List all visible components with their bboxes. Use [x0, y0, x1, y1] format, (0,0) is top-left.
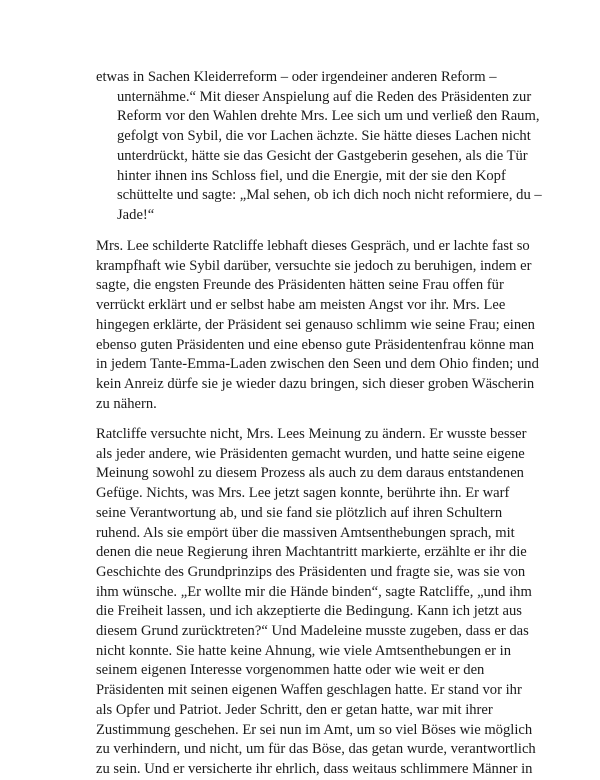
text-line: Jade!“: [117, 206, 155, 223]
text-line: die Freiheit lassen, und ich akzeptierte die Bedingung. Kann ich jetzt aus: [96, 603, 522, 620]
text-line: Meinung sowohl zu diesem Prozess als auch zu dem daraus entstandenen: [96, 465, 524, 482]
text-line: seinem eigenen Interesse vorgenommen hatte oder wie weit er den: [96, 662, 485, 679]
text-line: als jeder andere, wie Präsidenten gemacht wurden, und hatte seine eigene: [96, 445, 525, 462]
text-line: denen die neue Regierung ihren Machtantritt markierte, erzählte er ihr die: [96, 544, 527, 561]
text-line: Ratcliffe versuchte nicht, Mrs. Lees Meinung zu ändern. Er wusste besser: [96, 426, 527, 442]
paragraph-3: [96, 425, 536, 780]
text-line: gefolgt von Sybil, die vor Lachen ächzte. Sie hätte dieses Lachen nicht: [117, 128, 531, 145]
text-line: hinter ihnen ins Schloss fiel, und die Energie, mit der sie den Kopf: [117, 167, 506, 184]
text-line: nicht konnte. Sie hatte keine Ahnung, wie viele Amtsenthebungen er in: [96, 642, 512, 659]
text-line: hingegen erklärte, der Präsident sei genauso schlimm wie seine Frau; einen: [96, 316, 535, 333]
paragraph-1: [96, 68, 542, 226]
text-line: ihm wünsche. „Er wollte mir die Hände binden“, sagte Ratcliffe, „und ihm: [96, 583, 532, 600]
text-line: unterdrückt, hätte sie das Gesicht der Gastgeberin gesehen, als die Tür: [117, 147, 528, 164]
text-line: ruhend. Als sie empört über die massiven Amtsenthebungen sprach, mit: [96, 524, 515, 541]
text-line: schüttelte und sagte: „Mal sehen, ob ich dich noch nicht reformiere, du –: [117, 187, 542, 204]
text-line: diesem Grund zurücktreten?“ Und Madeleine musste zugeben, dass er das: [96, 623, 529, 640]
text-line: in jedem Tante-Emma-Laden zwischen den Seen und dem Ohio finden; und: [96, 356, 539, 373]
paragraph-2: [96, 237, 539, 414]
text-line: ebenso guten Präsidenten und eine ebenso gute Präsidentenfrau könne man: [96, 336, 535, 353]
text-line: verrückt erklärt und er selbst habe am meisten Angst vor ihr. Mrs. Lee: [96, 297, 506, 314]
text-line: zu nähern.: [96, 395, 157, 412]
text-line: Mrs. Lee schilderte Ratcliffe lebhaft dieses Gespräch, und er lachte fast so: [96, 238, 530, 254]
text-line: Präsidenten mit seinen eigenen Waffen geschlagen hatte. Er stand vor ihr: [96, 682, 522, 699]
text-line: Geschichte des Grundprinzips des Präsidenten und fragte sie, was sie von: [96, 563, 526, 580]
text-line: als Opfer und Patriot. Jeder Schritt, den er getan hatte, war mit ihrer: [96, 701, 493, 718]
text-line: etwas in Sachen Kleiderreform – oder irgendeiner anderen Reform –: [96, 69, 497, 85]
text-line: kein Anreiz dürfe sie je wieder dazu bringen, sich dieser groben Wäscherin: [96, 375, 535, 392]
text-line: Reform vor den Wahlen drehte Mrs. Lee sich um und verließ den Raum,: [117, 108, 540, 125]
text-line: sagte, die engsten Freunde des Präsidenten hätten seine Frau offen für: [96, 277, 504, 294]
text-line: zu verhindern, und nicht, um für das Böse, das getan wurde, verantwortlich: [96, 741, 536, 758]
text-line: zu sein. Und er versicherte ihr ehrlich, dass weitaus schlimmere Männer in: [96, 760, 533, 777]
text-line: seine Verantwortung ab, und sie fand sie plötzlich auf ihren Schultern: [96, 504, 503, 521]
text-line: Zustimmung geschehen. Er sei nun im Amt, um so viel Böses wie möglich: [96, 721, 533, 738]
text-line: unternähme.“ Mit dieser Anspielung auf die Reden des Präsidenten zur: [117, 88, 532, 105]
text-line: Gefüge. Nichts, was Mrs. Lee jetzt sagen konnte, berührte ihn. Er warf: [96, 485, 510, 502]
text-line: krampfhaft wie Sybil darüber, versuchte sie jedoch zu beruhigen, indem er: [96, 257, 532, 274]
